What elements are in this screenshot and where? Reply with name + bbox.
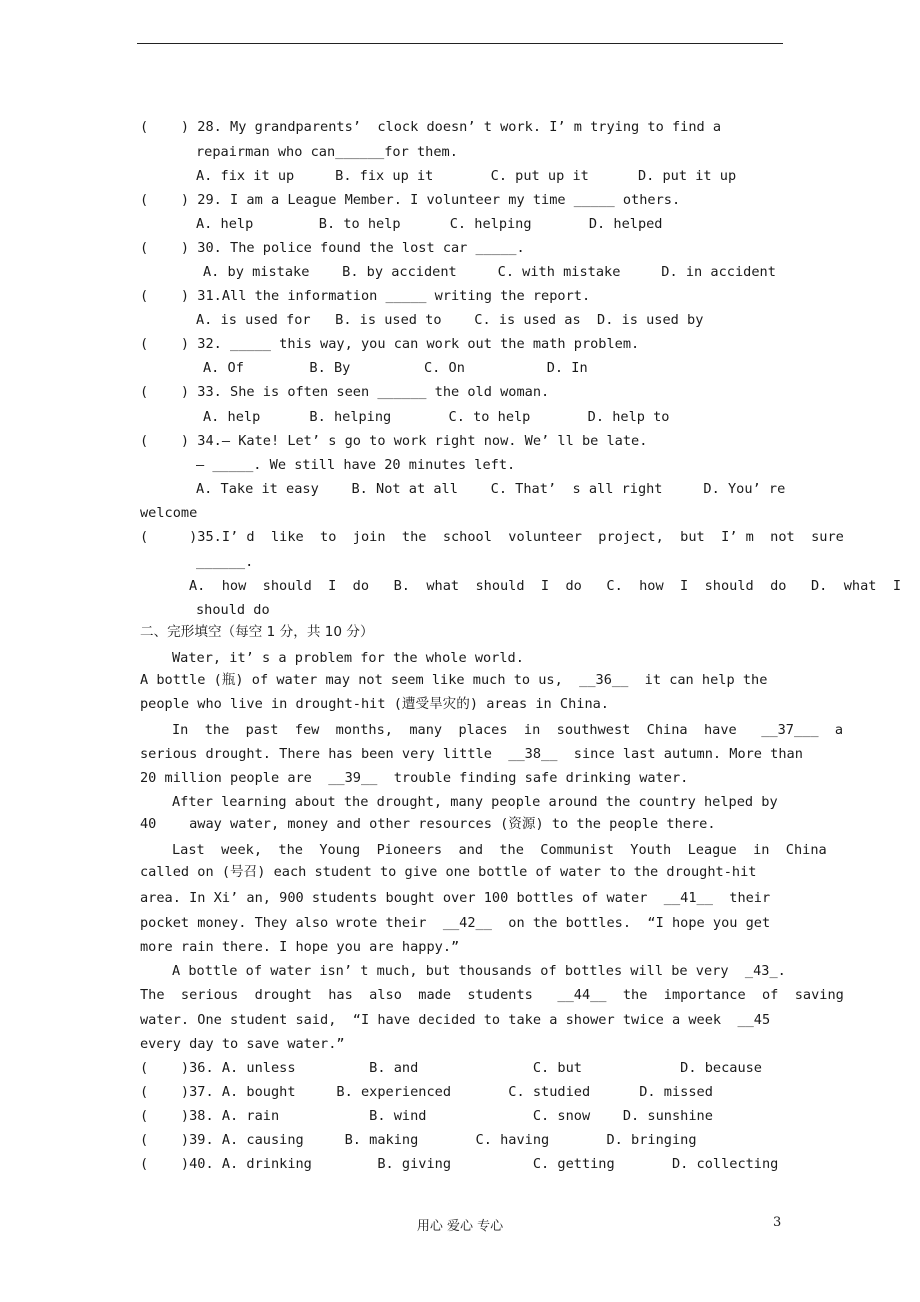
text-line: ( ) 33. She is often seen ______ the old woman. bbox=[140, 384, 550, 400]
text-line: ( ) 28. My grandparents’ clock doesn’ t work. I’ m trying to find a bbox=[140, 119, 722, 135]
text-line: A. Of B. By C. On D. In bbox=[203, 360, 588, 376]
text-line: people who live in drought-hit (遭受旱灾的) areas in China. bbox=[140, 696, 609, 712]
text-line: In the past few months, many places in southwest China have __37___ a bbox=[172, 722, 844, 738]
text-line: ( )40. A. drinking B. giving C. getting D. collecting bbox=[140, 1156, 779, 1172]
header-rule bbox=[137, 43, 783, 44]
text-line: ( ) 32. _____ this way, you can work out the math problem. bbox=[140, 336, 640, 352]
text-line: ( )39. A. causing B. making C. having D. bringing bbox=[140, 1132, 697, 1148]
text-line: A. fix it up B. fix up it C. put up it D. put it up bbox=[196, 168, 737, 184]
text-line: ( )36. A. unless B. and C. but D. because bbox=[140, 1060, 762, 1076]
text-line: ( ) 29. I am a League Member. I volunteer my time _____ others. bbox=[140, 192, 681, 208]
text-line: A. how should I do B. what should I do C. how I should do D. what I bbox=[189, 578, 902, 594]
text-line: A. by mistake B. by accident C. with mistake D. in accident bbox=[203, 264, 776, 280]
text-line: Water, it’ s a problem for the whole world. bbox=[172, 650, 524, 666]
text-line: 40 away water, money and other resources (资源) to the people there. bbox=[140, 816, 716, 832]
text-line: ( )37. A. bought B. experienced C. studied D. missed bbox=[140, 1084, 713, 1100]
text-line: ( )35.I’ d like to join the school volunteer project, but I’ m not sure bbox=[140, 529, 844, 545]
text-line: every day to save water.” bbox=[140, 1036, 345, 1052]
text-line: A. is used for B. is used to C. is used as D. is used by bbox=[196, 312, 704, 328]
text-line: ( ) 34.— Kate! Let’ s go to work right now. We’ ll be late. bbox=[140, 433, 648, 449]
text-line: ( ) 30. The police found the lost car _____. bbox=[140, 240, 525, 256]
text-line: more rain there. I hope you are happy.” bbox=[140, 939, 460, 955]
text-line: repairman who can______for them. bbox=[196, 144, 458, 160]
text-line: A. Take it easy B. Not at all C. That’ s all right D. You’ re bbox=[196, 481, 786, 497]
text-line: ( ) 31.All the information _____ writing the report. bbox=[140, 288, 591, 304]
text-line: ______. bbox=[196, 554, 254, 570]
text-line: pocket money. They also wrote their __42__ on the bottles. “I hope you get bbox=[140, 915, 771, 931]
text-line: A bottle of water isn’ t much, but thousands of bottles will be very _43_. bbox=[172, 963, 786, 979]
text-line: A. help B. helping C. to help D. help to bbox=[203, 409, 670, 425]
text-line: The serious drought has also made students __44__ the importance of saving bbox=[140, 987, 844, 1003]
text-line: A. help B. to help C. helping D. helped bbox=[196, 216, 663, 232]
text-line: area. In Xi’ an, 900 students bought over 100 bottles of water __41__ their bbox=[140, 890, 771, 906]
text-line: should do bbox=[196, 602, 270, 618]
text-line: water. One student said, “I have decided to take a shower twice a week __45 bbox=[140, 1012, 771, 1028]
text-line: welcome bbox=[140, 505, 198, 521]
text-line: serious drought. There has been very little __38__ since last autumn. More than bbox=[140, 746, 803, 762]
text-line: Last week, the Young Pioneers and the Communist Youth League in China bbox=[172, 842, 827, 858]
section-heading: 二、完形填空（每空 1 分，共 10 分） bbox=[140, 624, 374, 640]
text-line: called on (号召) each student to give one bottle of water to the drought-hit bbox=[140, 864, 757, 880]
text-line: — _____. We still have 20 minutes left. bbox=[196, 457, 516, 473]
text-line: After learning about the drought, many people around the country helped by bbox=[172, 794, 778, 810]
page-footer: 用心 爱心 专心 bbox=[416, 1219, 504, 1234]
text-line: 20 million people are __39__ trouble finding safe drinking water. bbox=[140, 770, 689, 786]
page-number: 3 bbox=[773, 1215, 782, 1230]
text-line: ( )38. A. rain B. wind C. snow D. sunshine bbox=[140, 1108, 713, 1124]
text-line: A bottle (瓶) of water may not seem like much to us, __36__ it can help the bbox=[140, 672, 768, 688]
